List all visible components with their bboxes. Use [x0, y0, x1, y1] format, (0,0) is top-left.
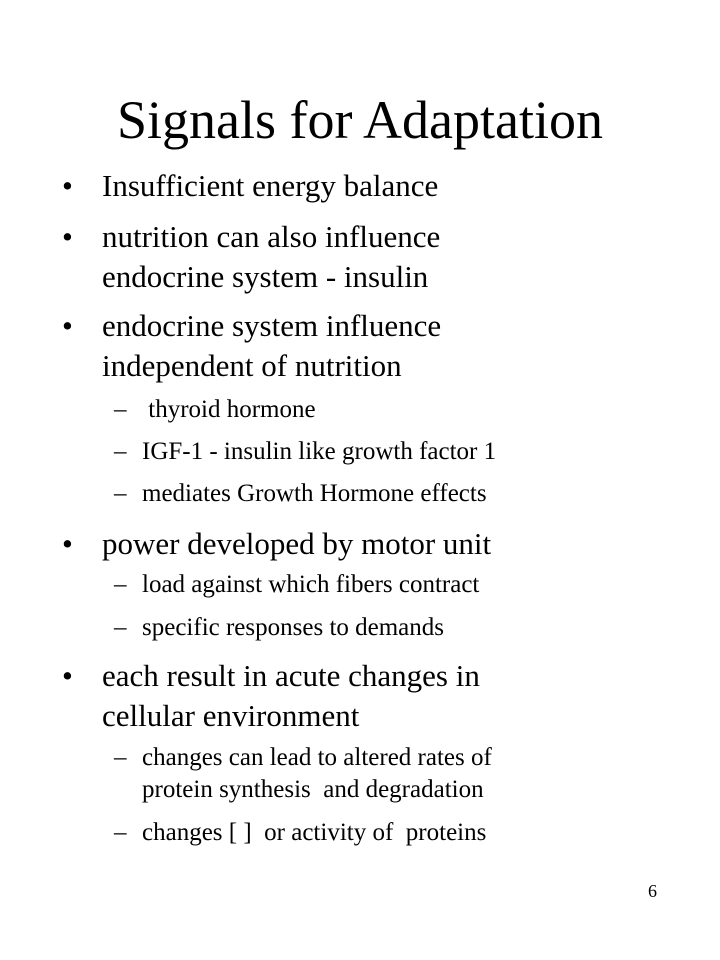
sub-item-text: load against which fibers contract: [142, 571, 480, 598]
sub-item: [114, 612, 445, 644]
dash-marker: –: [114, 571, 127, 598]
dash-marker: –: [114, 744, 127, 771]
sub-item: [114, 394, 316, 426]
sub-item-text: changes [ ] or activity of proteins: [142, 819, 487, 846]
sub-item-text: changes can lead to altered rates of: [142, 744, 492, 771]
bullet-marker: •: [62, 658, 73, 693]
bullet-item: [62, 524, 492, 564]
bullet-item: [62, 166, 439, 206]
dash-marker: –: [114, 438, 127, 465]
sub-item: [114, 742, 492, 806]
bullet-item: [62, 217, 441, 297]
dash-marker: –: [114, 614, 127, 641]
dash-marker: –: [114, 480, 127, 507]
bullet-text: endocrine system influence: [102, 308, 442, 343]
page-number: 6: [648, 881, 657, 901]
bullet-marker: •: [62, 308, 73, 343]
bullet-text: power developed by motor unit: [102, 526, 492, 561]
bullet-text: each result in acute changes in: [102, 658, 480, 693]
sub-item: [114, 478, 487, 510]
bullet-text: Insufficient energy balance: [102, 168, 439, 203]
bullet-item: [62, 656, 480, 736]
bullet-marker: •: [62, 168, 73, 203]
sub-item-text: protein synthesis and degradation: [142, 776, 484, 803]
bullet-text: independent of nutrition: [102, 348, 402, 383]
slide-title: Signals for Adaptation: [117, 90, 603, 150]
sub-item: [114, 817, 487, 849]
bullet-text: endocrine system - insulin: [102, 259, 429, 294]
sub-item-text: specific responses to demands: [142, 614, 445, 641]
sub-item: [114, 569, 480, 601]
bullet-item: [62, 306, 442, 386]
dash-marker: –: [114, 396, 127, 423]
sub-item-text: thyroid hormone: [142, 396, 316, 423]
dash-marker: –: [114, 819, 127, 846]
bullet-text: cellular environment: [102, 698, 360, 733]
bullet-marker: •: [62, 526, 73, 561]
bullet-text: nutrition can also influence: [102, 219, 441, 254]
sub-item: [114, 436, 497, 468]
sub-item-text: IGF-1 - insulin like growth factor 1: [142, 438, 497, 465]
sub-item-text: mediates Growth Hormone effects: [142, 480, 487, 507]
bullet-marker: •: [62, 219, 73, 254]
